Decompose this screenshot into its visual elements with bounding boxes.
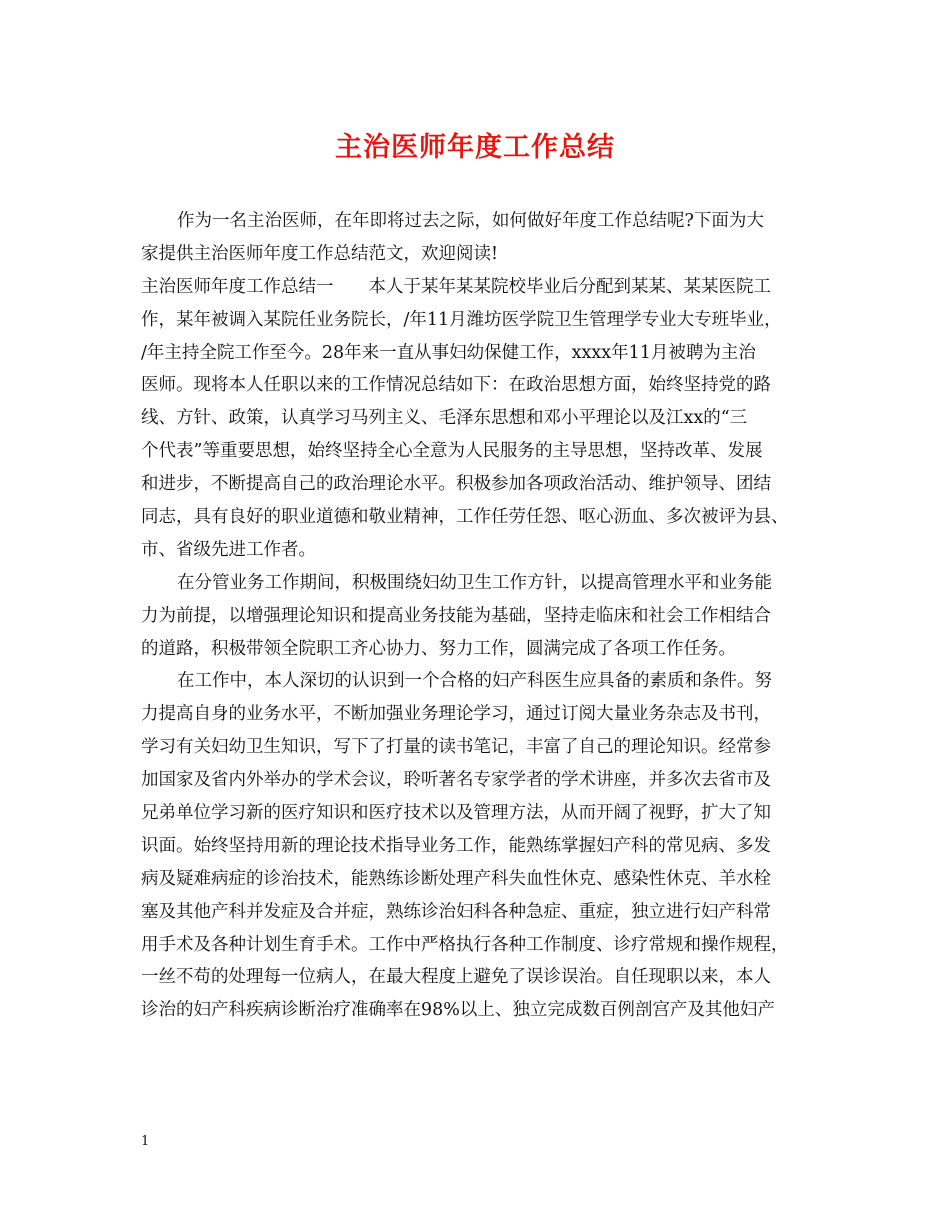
page-title: 主治医师年度工作总结	[335, 132, 615, 163]
text-line: 一丝不苟的处理每一位病人，在最大程度上避免了误诊误治。自任现职以来，本人	[141, 967, 771, 988]
text-line: 病及疑难病症的诊治技术，能熟练诊断处理产科失血性休克、感染性休克、羊水栓	[141, 868, 771, 889]
text-line: 在工作中，本人深切的认识到一个合格的妇产科医生应具备的素质和条件。努	[177, 671, 772, 692]
text-line: 线、方针、政策，认真学习马列主义、毛泽东思想和邓小平理论以及江xx的“三	[141, 408, 748, 429]
text-line: 用手术及各种计划生育手术。工作中严格执行各种工作制度、诊疗常规和操作规程，	[141, 934, 789, 955]
text-line: 的道路，积极带领全院职工齐心协力、努力工作，圆满完成了各项工作任务。	[141, 638, 736, 659]
text-line: 学习有关妇幼卫生知识，写下了打量的读书笔记，丰富了自己的理论知识。经常参	[141, 737, 771, 758]
text-line: 加国家及省内外举办的学术会议，聆听著名专家学者的学术讲座，并多次去省市及	[141, 770, 771, 791]
page-number: 1	[141, 1134, 150, 1149]
text-line: 在分管业务工作期间，积极围绕妇幼卫生工作方针，以提高管理水平和业务能	[177, 572, 772, 593]
text-line: 力提高自身的业务水平，不断加强业务理论学习，通过订阅大量业务杂志及书刊，	[141, 704, 771, 725]
text-line: /年主持全院工作至今。28年来一直从事妇幼保健工作，xxxx年11月被聘为主治	[141, 342, 756, 363]
text-line: 医师。现将本人任职以来的工作情况总结如下：在政治思想方面，始终坚持党的路	[141, 375, 771, 396]
text-line: 作，某年被调入某院任业务院长，/年11月潍坊医学院卫生管理学专业大专班毕业，	[141, 309, 782, 330]
text-line: 个代表”等重要思想，始终坚持全心全意为人民服务的主导思想，坚持改革、发展	[141, 441, 763, 462]
text-line: 力为前提，以增强理论知识和提高业务技能为基础，坚持走临床和社会工作相结合	[141, 605, 771, 626]
text-line: 兄弟单位学习新的医疗知识和医疗技术以及管理方法，从而开阔了视野，扩大了知	[141, 803, 771, 824]
text-line: 识面。始终坚持用新的理论技术指导业务工作，能熟练掌握妇产科的常见病、多发	[141, 835, 771, 856]
text-line: 主治医师年度工作总结一 本人于某年某某院校毕业后分配到某某、某某医院工	[141, 276, 771, 297]
text-line: 同志，具有良好的职业道德和敬业精神，工作任劳任怨、呕心沥血、多次被评为县、	[141, 507, 789, 528]
text-line: 和进步，不断提高自己的政治理论水平。积极参加各项政治活动、维护领导、团结	[141, 474, 771, 495]
body-text	[141, 205, 817, 1027]
text-line: 市、省级先进工作者。	[141, 539, 316, 560]
text-line: 家提供主治医师年度工作总结范文，欢迎阅读!	[141, 243, 499, 264]
text-line: 诊治的妇产科疾病诊断治疗准确率在98%以上、独立完成数百例剖宫产及其他妇产	[141, 1000, 775, 1021]
text-line: 塞及其他产科并发症及合并症，熟练诊治妇科各种急症、重症，独立进行妇产科常	[141, 901, 771, 922]
text-line: 作为一名主治医师，在年即将过去之际，如何做好年度工作总结呢?下面为大	[177, 211, 764, 231]
